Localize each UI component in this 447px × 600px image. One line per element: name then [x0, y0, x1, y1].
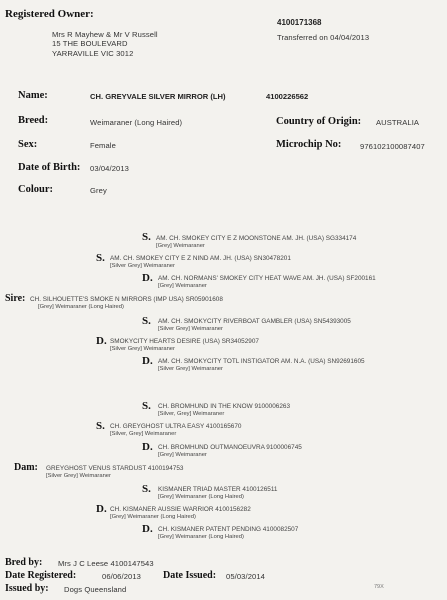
dam-dd-name: CH. KISMANER PATENT PENDING 4100082507: [158, 526, 299, 533]
sire-ss-code: S.: [142, 231, 151, 243]
corner-code: 79X: [374, 584, 384, 590]
dam-d-name: CH. KISMANER AUSSIE WARRIOR 4100156282: [110, 506, 251, 513]
dam-sub: [Silver Grey] Weimaraner: [46, 473, 111, 479]
sire-sd-sub: [Grey] Weimaraner: [158, 283, 207, 289]
sire-sd-name: AM. CH. NORMANS' SMOKEY CITY HEAT WAVE AM. JH. (USA) SF200161: [158, 275, 376, 282]
dam-s-name: CH. GREYGHOST ULTRA EASY 4100165670: [110, 423, 242, 430]
dob-label: Date of Birth:: [18, 162, 81, 173]
sire-ss-sub: [Grey] Weimaraner: [156, 243, 205, 249]
dam-s-sub: [Silver, Grey] Weimaraner: [110, 431, 177, 437]
sex-value: Female: [90, 141, 116, 150]
sire-name: CH. SILHOUETTE'S SMOKE N MIRRORS (IMP USA) SR05901608: [30, 296, 223, 303]
dam-dd-sub: [Grey] Weimaraner (Long Haired): [158, 534, 244, 540]
transfer-date: Transferred on 04/04/2013: [277, 33, 370, 42]
bred-by-value: Mrs J C Leese 4100147543: [58, 559, 154, 568]
sire-ds-code: S.: [142, 315, 151, 327]
registered-owner-label: Registered Owner:: [5, 8, 94, 20]
sire-label: Sire:: [5, 293, 26, 304]
dam-label: Dam:: [14, 462, 38, 473]
dam-d-sub: [Grey] Weimaraner (Long Haired): [110, 514, 196, 520]
dam-sd-name: CH. BROMHUND OUTMANOEUVRA 9100006745: [158, 444, 302, 451]
sire-sub: [Grey] Weimaraner (Long Haired): [38, 304, 124, 310]
date-issued-value: 05/03/2014: [226, 572, 266, 581]
issued-by-label: Issued by:: [5, 583, 49, 594]
dog-name: CH. GREYVALE SILVER MIRROR (LH): [90, 92, 226, 101]
owner-line-1: Mrs R Mayhew & Mr V Russell: [52, 30, 158, 39]
sire-d-code: D.: [96, 335, 107, 347]
country-label: Country of Origin:: [276, 116, 362, 127]
dam-ss-code: S.: [142, 400, 151, 412]
dam-ds-name: KISMANER TRIAD MASTER 4100126511: [158, 486, 278, 493]
date-issued-label: Date Issued:: [163, 570, 217, 581]
sire-ds-name: AM. CH. SMOKYCITY RIVERBOAT GAMBLER (USA) SN54393005: [158, 318, 351, 325]
dam-name: GREYGHOST VENUS STARDUST 4100194753: [46, 465, 184, 472]
owner-line-2: 15 THE BOULEVARD: [52, 39, 128, 48]
sire-ds-sub: [Silver Grey] Weimaraner: [158, 326, 223, 332]
microchip-label: Microchip No:: [276, 139, 342, 150]
sire-dd-name: AM. CH. SMOKYCITY TOTL INSTIGATOR AM. N.A. (USA) SN92691605: [158, 358, 365, 365]
breed-value: Weimaraner (Long Haired): [90, 118, 183, 127]
dam-ds-code: S.: [142, 483, 151, 495]
issued-by-value: Dogs Queensland: [64, 585, 127, 594]
sire-dd-code: D.: [142, 355, 153, 367]
dam-dd-code: D.: [142, 523, 153, 535]
date-registered-label: Date Registered:: [5, 570, 77, 581]
name-label: Name:: [18, 90, 48, 101]
bred-by-label: Bred by:: [5, 557, 43, 568]
colour-value: Grey: [90, 186, 107, 195]
date-registered-value: 06/06/2013: [102, 572, 142, 581]
sire-s-code: S.: [96, 252, 105, 264]
sire-dd-sub: [Silver Grey] Weimaraner: [158, 366, 223, 372]
dam-ss-name: CH. BROMHUND IN THE KNOW 9100006263: [158, 403, 290, 410]
breed-label: Breed:: [18, 115, 49, 126]
sex-label: Sex:: [18, 139, 38, 150]
sire-d-name: SMOKYCITY HEARTS DESIRE (USA) SR34052907: [110, 338, 259, 345]
sire-sd-code: D.: [142, 272, 153, 284]
microchip-value: 976102100087407: [360, 142, 425, 151]
dob-value: 03/04/2013: [90, 164, 130, 173]
dam-sd-sub: [Grey] Weimaraner: [158, 452, 207, 458]
dam-d-code: D.: [96, 503, 107, 515]
owner-reg-number: 4100171368: [277, 18, 322, 27]
owner-line-3: YARRAVILLE VIC 3012: [52, 49, 134, 58]
colour-label: Colour:: [18, 184, 53, 195]
dog-reg-number: 4100226562: [266, 92, 309, 101]
sire-s-name: AM. CH. SMOKEY CITY E Z NIND AM. JH. (USA) SN30478201: [110, 255, 291, 262]
sire-ss-name: AM. CH. SMOKEY CITY E Z MOONSTONE AM. JH. (USA) SG334174: [156, 235, 357, 242]
dam-sd-code: D.: [142, 441, 153, 453]
country-value: AUSTRALIA: [376, 118, 420, 127]
dam-s-code: S.: [96, 420, 105, 432]
sire-s-sub: [Silver Grey] Weimaraner: [110, 263, 175, 269]
dam-ds-sub: [Grey] Weimaraner (Long Haired): [158, 494, 244, 500]
dam-ss-sub: [Silver, Grey] Weimaraner: [158, 411, 225, 417]
sire-d-sub: [Silver Grey] Weimaraner: [110, 346, 175, 352]
